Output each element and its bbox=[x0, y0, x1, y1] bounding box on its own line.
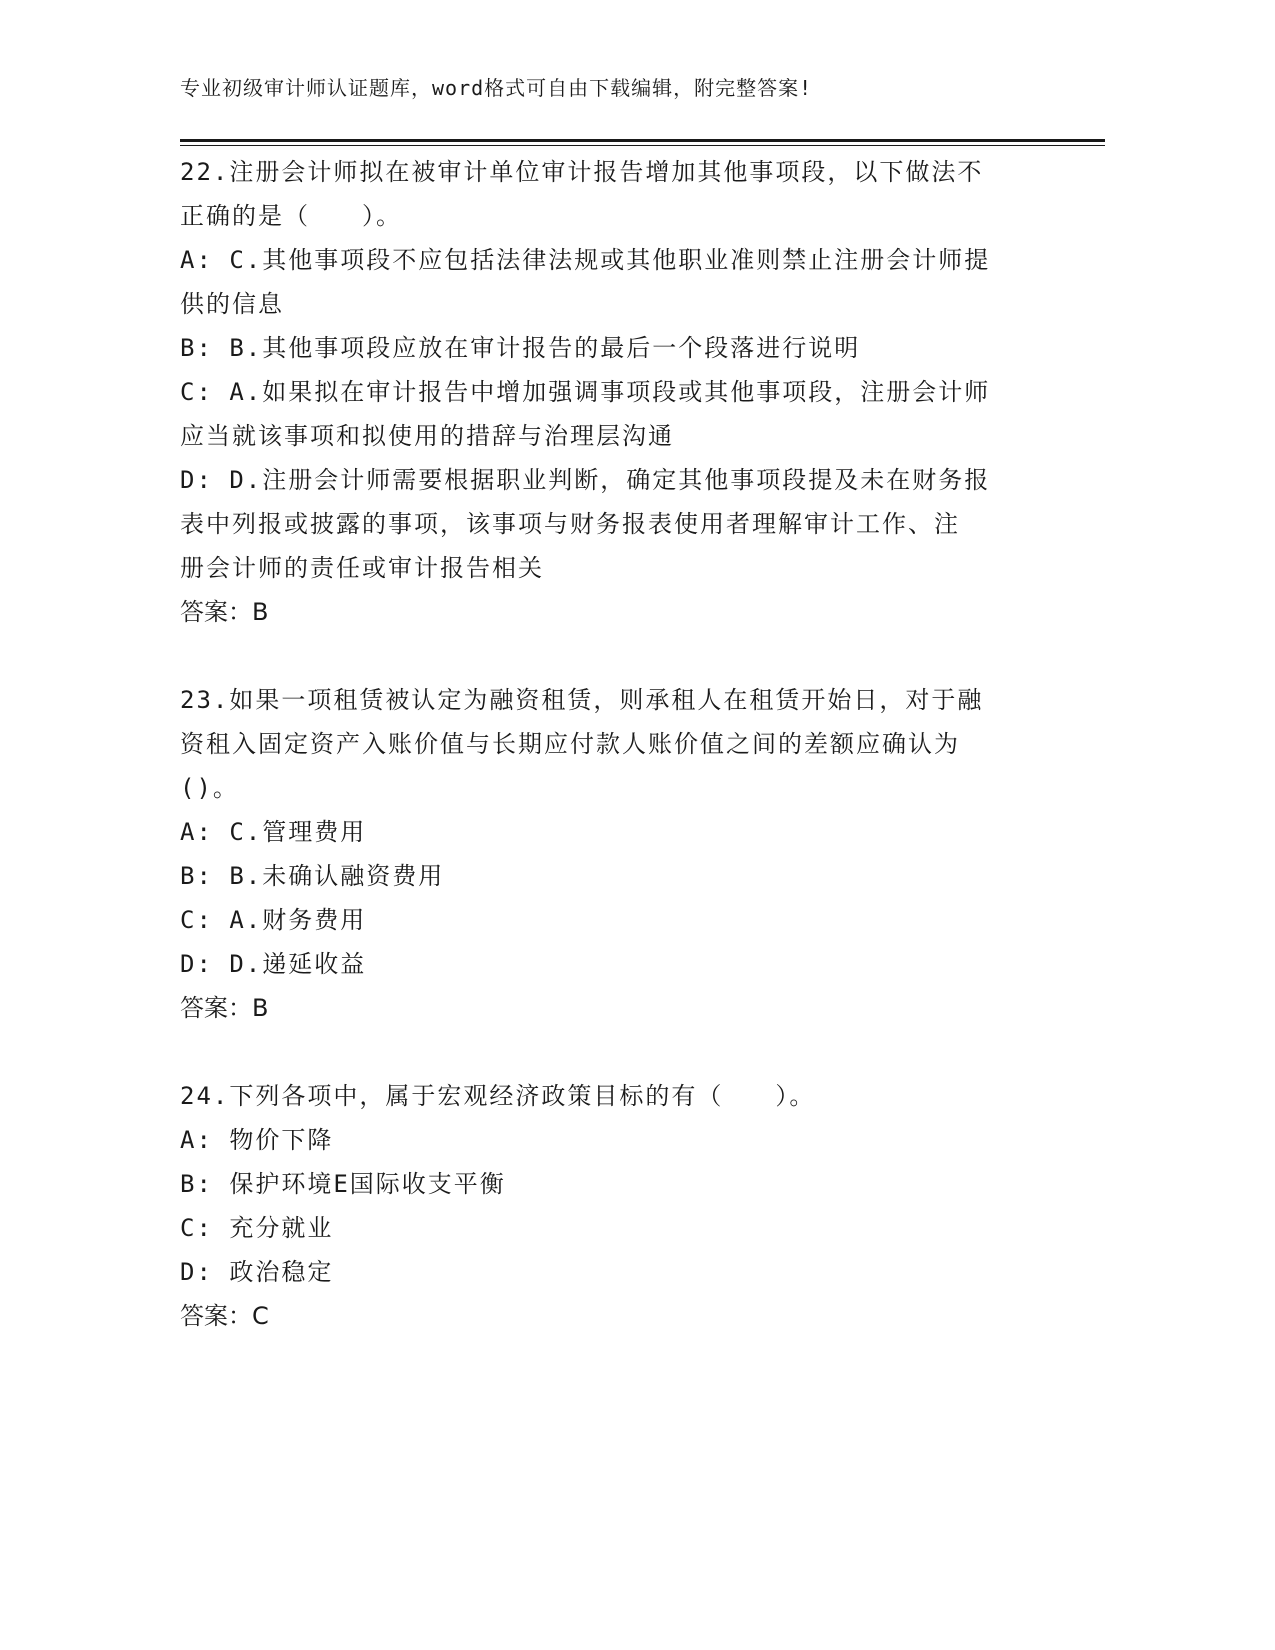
stem-line: ()。 bbox=[180, 774, 239, 802]
option-a bbox=[180, 238, 1040, 326]
option-a: A: 物价下降 bbox=[180, 1126, 334, 1154]
option-c: C: A.财务费用 bbox=[180, 906, 367, 934]
option-b: B: 保护环境E国际收支平衡 bbox=[180, 1170, 506, 1198]
stem-line: 22.注册会计师拟在被审计单位审计报告增加其他事项段，以下做法不 bbox=[180, 158, 984, 186]
option-line: D: D.注册会计师需要根据职业判断，确定其他事项段提及未在财务报 bbox=[180, 466, 991, 494]
stem-line: 23.如果一项租赁被认定为融资租赁，则承租人在租赁开始日，对于融 bbox=[180, 686, 984, 714]
question-22 bbox=[180, 150, 1040, 634]
answer: 答案：B bbox=[180, 994, 269, 1022]
option-line: B: B.其他事项段应放在审计报告的最后一个段落进行说明 bbox=[180, 334, 861, 362]
option-line: 应当就该事项和拟使用的措辞与治理层沟通 bbox=[180, 422, 674, 450]
question-stem bbox=[180, 150, 1040, 238]
question-stem: 24.下列各项中，属于宏观经济政策目标的有（ ）。 bbox=[180, 1082, 816, 1110]
option-d: D: 政治稳定 bbox=[180, 1258, 334, 1286]
header-divider bbox=[180, 139, 1105, 142]
option-line: 表中列报或披露的事项，该事项与财务报表使用者理解审计工作、注 bbox=[180, 510, 960, 538]
question-23 bbox=[180, 678, 1040, 1030]
header-divider-thin bbox=[180, 145, 1105, 146]
option-a: A: C.管理费用 bbox=[180, 818, 367, 846]
option-b bbox=[180, 326, 1040, 370]
option-d: D: D.递延收益 bbox=[180, 950, 367, 978]
stem-line: 正确的是（ ）。 bbox=[180, 202, 402, 230]
option-line: 供的信息 bbox=[180, 290, 284, 318]
option-line: C: A.如果拟在审计报告中增加强调事项段或其他事项段，注册会计师 bbox=[180, 378, 991, 406]
option-line: A: C.其他事项段不应包括法律法规或其他职业准则禁止注册会计师提 bbox=[180, 246, 991, 274]
answer: 答案：C bbox=[180, 1302, 269, 1330]
question-list bbox=[180, 150, 1040, 1382]
page-header: 专业初级审计师认证题库，word格式可自由下载编辑，附完整答案! bbox=[180, 76, 813, 100]
option-c: C: 充分就业 bbox=[180, 1214, 334, 1242]
stem-line: 资租入固定资产入账价值与长期应付款人账价值之间的差额应确认为 bbox=[180, 730, 960, 758]
option-b: B: B.未确认融资费用 bbox=[180, 862, 445, 890]
option-d bbox=[180, 458, 1040, 590]
option-c bbox=[180, 370, 1040, 458]
question-24 bbox=[180, 1074, 1040, 1338]
answer: 答案：B bbox=[180, 598, 269, 626]
option-line: 册会计师的责任或审计报告相关 bbox=[180, 554, 544, 582]
question-stem bbox=[180, 678, 1040, 810]
